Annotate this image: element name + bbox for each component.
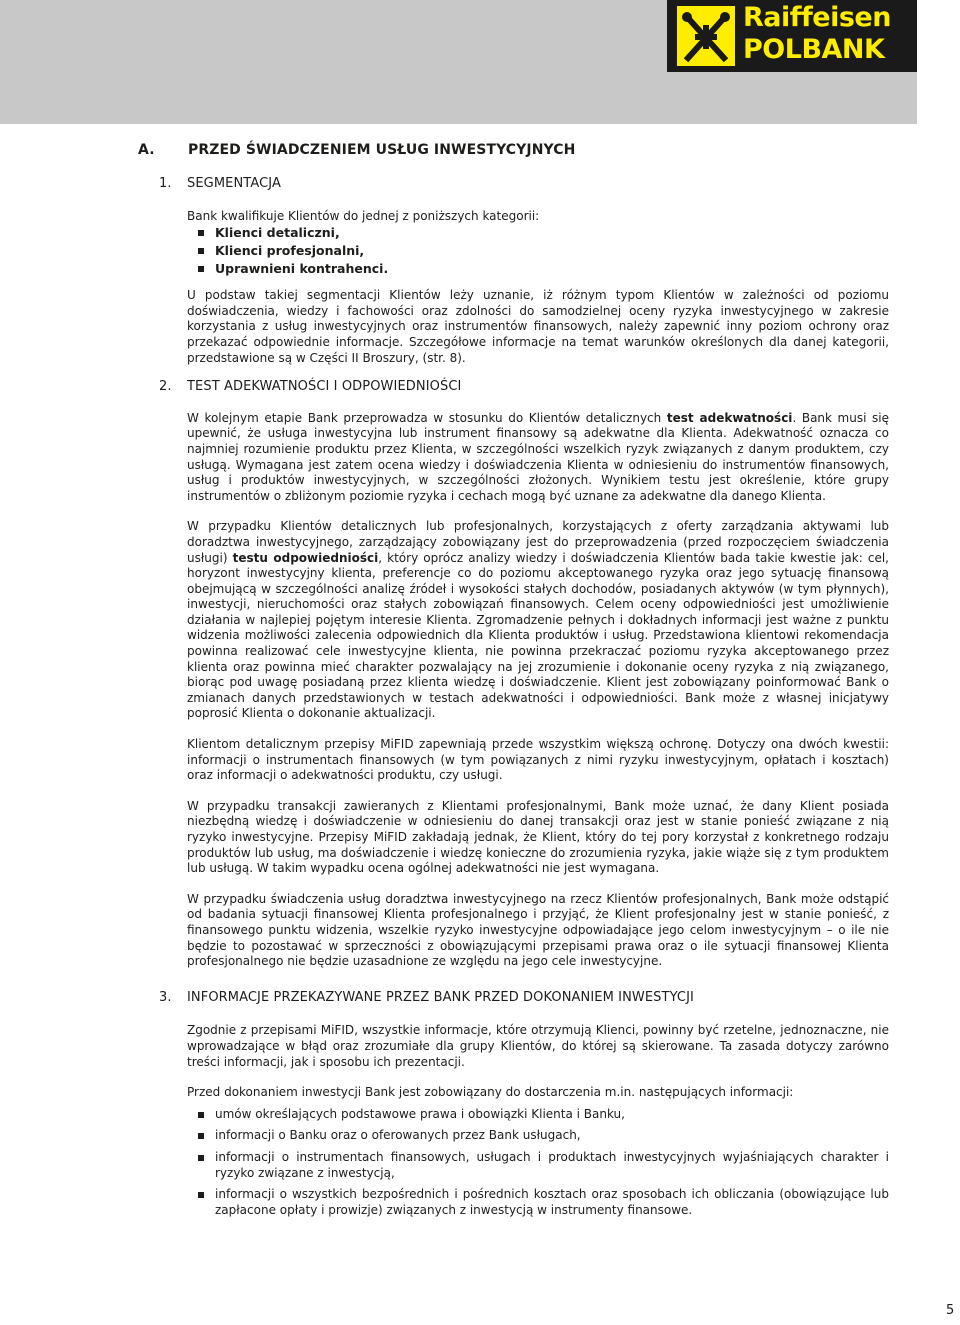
s3-paragraph-1: Zgodnie z przepisami MiFID, wszystkie informacje, które otrzymują Klienci, powinny być rzetelne, jednoznaczne, nie wprowadzające w błąd oraz zrozumiałe dla grupy Klientów, do której są skierowane. Ta zasada dotyczy zarówno treści informacji, jak i sposobu ich prezentacji.	[187, 1023, 889, 1069]
page-number: 5	[946, 1303, 955, 1318]
section-title: PRZED ŚWIADCZENIEM USŁUG INWESTYCYJNYCH	[188, 142, 576, 158]
text: . Bank musi się upewnić, że usługa inwestycyjna lub instrument finansowy są adekwatne dla Klienta. Adekwatność oznacza co najmniej rozumienie produktu przez Klienta, w szczególności wszelkich ryzyk związanych z danym produktem, czy usługą. Wymagana jest zatem ocena wiedzy i doświadczenia Klienta w odniesieniu do instrumentów finansowych, usług i produktów inwestycyjnych, w szczególności złożonych. Wynikiem testu jest określenie, które grupy instrumentów o zbliżonym poziomie ryzyka i cechach mogą być uznane za adekwatne dla danego Klienta.	[187, 410, 889, 503]
s1-heading	[159, 176, 889, 192]
s1-intro: Bank kwalifikuje Klientów do jednej z poniższych kategorii:	[187, 208, 540, 223]
list-item: informacji o instrumentach finansowych, usługach i produktach inwestycyjnych wyjaśniających charakter i ryzyko związane z inwestycją,	[187, 1150, 889, 1181]
s2-paragraph-1	[187, 411, 889, 505]
raiffeisen-gable-cross-icon	[677, 6, 735, 66]
brand-name: Raiffeisen	[743, 2, 891, 33]
s1-number: 1.	[159, 176, 172, 191]
brand-sub: POLBANK	[743, 34, 885, 65]
s1-paragraph: U podstaw takiej segmentacji Klientów leży uznanie, iż różnym typom Klientów w zależności od poziomu doświadczenia, wiedzy i fachowości oraz zdolności do samodzielnej oceny ryzyka inwestycyjnego w zakresie korzystania z usług inwestycyjnych oraz instrumentów finansowych, należy zapewnić inny poziom ochrony oraz przekazać odpowiednie informacje. Szczegółowe informacje na temat warunków określonych dla danej kategorii, przedstawione są w Części II Broszury, (str. 8).	[187, 288, 889, 365]
list-item: informacji o wszystkich bezpośrednich i pośrednich kosztach oraz sposobach ich obliczania (obowiązujące lub zapłacone opłaty i prowizje) związanych z inwestycją w instrumenty finansowe.	[187, 1187, 889, 1218]
list-item: Klienci profesjonalni,	[187, 242, 889, 260]
list-item: Klienci detaliczni,	[187, 224, 889, 242]
bold-term: test adekwatności	[666, 410, 793, 425]
text: , który oprócz analizy wiedzy i doświadczenia Klientów bada takie kwestie jak: cel, horyzont inwestycyjny klienta, preferencje co do poziomu akceptowanego ryzyka oraz jego sytuację finansową obejmującą w szczególności analizę źródeł i wysokości stałych dochodów, posiadanych aktywów (w tym płynnych), inwestycji, nieruchomości oraz stałych zobowiązań finansowych. Celem oceny odpowiedniości jest umożliwienie działania w najlepiej pojętym interesie Klienta. Zgromadzenie pełnych i dokładnych informacji jest ważne z punktu widzenia możliwości zalecenia odpowiednich dla Klienta produktów i usług. Przedstawiona klientowi rekomendacja powinna realizować cele inwestycyjne klienta, nie powinna przekraczać poziomu ryzyka akceptowanego przez klienta oraz powinna mieć charakter pozwalający na jej zrozumienie i dokonanie oceny ryzyka z nią związanego, biorąc pod uwagę posiadaną przez klienta wiedzę i doświadczenie. Klient jest zobowiązany poinformować Bank o zmianach danych przedstawionych w testach adekwatności i odpowiedniości. Bank może z własnej inicjatywy poprosić Klienta o dokonanie aktualizacji.	[187, 550, 889, 721]
s3-paragraph-2: Przed dokonaniem inwestycji Bank jest zobowiązany do dostarczenia m.in. następujących informacji:	[187, 1085, 794, 1100]
section-heading	[138, 142, 575, 158]
client-categories-list	[187, 224, 889, 278]
list-item: Uprawnieni kontrahenci.	[187, 260, 889, 278]
s2-number: 2.	[159, 379, 172, 395]
document-body	[159, 176, 889, 1224]
list-item: umów określających podstawowe prawa i obowiązki Klienta i Banku,	[187, 1107, 889, 1123]
text: W kolejnym etapie Bank przeprowadza w stosunku do Klientów detalicznych	[187, 410, 667, 425]
s2-paragraph-2	[187, 519, 889, 722]
required-info-list	[187, 1107, 889, 1219]
s1-title: SEGMENTACJA	[187, 176, 281, 191]
s3-title: INFORMACJE PRZEKAZYWANE PRZEZ BANK PRZED DOKONANIEM INWESTYCJI	[187, 989, 694, 1005]
section-letter: A.	[138, 142, 155, 158]
bank-logo	[667, 0, 917, 72]
s2-paragraph-5: W przypadku świadczenia usług doradztwa inwestycyjnego na rzecz Klientów profesjonalnych, Bank może odstąpić od badania sytuacji finansowej Klienta profesjonalnego i przyjąć, że Klient profesjonalny jest w stanie ponieść, z finansowego punktu widzenia, wszelkie ryzyko inwestycyjne odpowiadające jego celom inwestycyjnym – o ile nie będzie to pozostawać w sprzeczności z obowiązującymi przepisami prawa oraz o ile sytuacji finansowej Klienta profesjonalnego nie będzie uzasadnione ze względu na jego cele inwestycyjne.	[187, 891, 889, 969]
bold-term: testu odpowiedniości	[232, 550, 379, 565]
s2-heading	[159, 379, 889, 395]
list-item: informacji o Banku oraz o oferowanych przez Bank usługach,	[187, 1128, 889, 1144]
s3-heading	[159, 989, 889, 1006]
s2-title: TEST ADEKWATNOŚCI I ODPOWIEDNIOŚCI	[187, 379, 462, 395]
s3-number: 3.	[159, 989, 172, 1005]
text: W przypadku Klientów detalicznych lub profesjonalnych, korzystających z oferty zarządzania aktywami lub doradztwa inwestycyjnego, zarządzający zobowiązany jest do przeprowadzenia (przed rozpoczęciem świadczenia usługi)	[187, 519, 889, 565]
s2-paragraph-4: W przypadku transakcji zawieranych z Klientami profesjonalnymi, Bank może uznać, że dany Klient posiada niezbędną wiedzę i doświadczenie w odniesieniu do danej transakcji oraz jest w stanie ponieść związane z nią ryzyko inwestycyjne. Przepisy MiFID zakładają jednak, że Klient, który do tej pory korzystał z konkretnego rodzaju produktów lub usług, ma doświadczenie i wiedzę konieczne do zrozumienia ryzyka, jakie wiąże się z tym produktem lub usługą. W takim wypadku ocena ogólnej adekwatności nie jest wymagana.	[187, 798, 889, 876]
s2-paragraph-3: Klientom detalicznym przepisy MiFID zapewniają przede wszystkim większą ochronę. Dotyczy ona dwóch kwestii: informacji o instrumentach finansowych (w tym powiązanych z nimi ryzyku inwestycyjnym, opłatach i kosztach) oraz informacji o adekwatności produktu, czy usługi.	[187, 737, 889, 783]
